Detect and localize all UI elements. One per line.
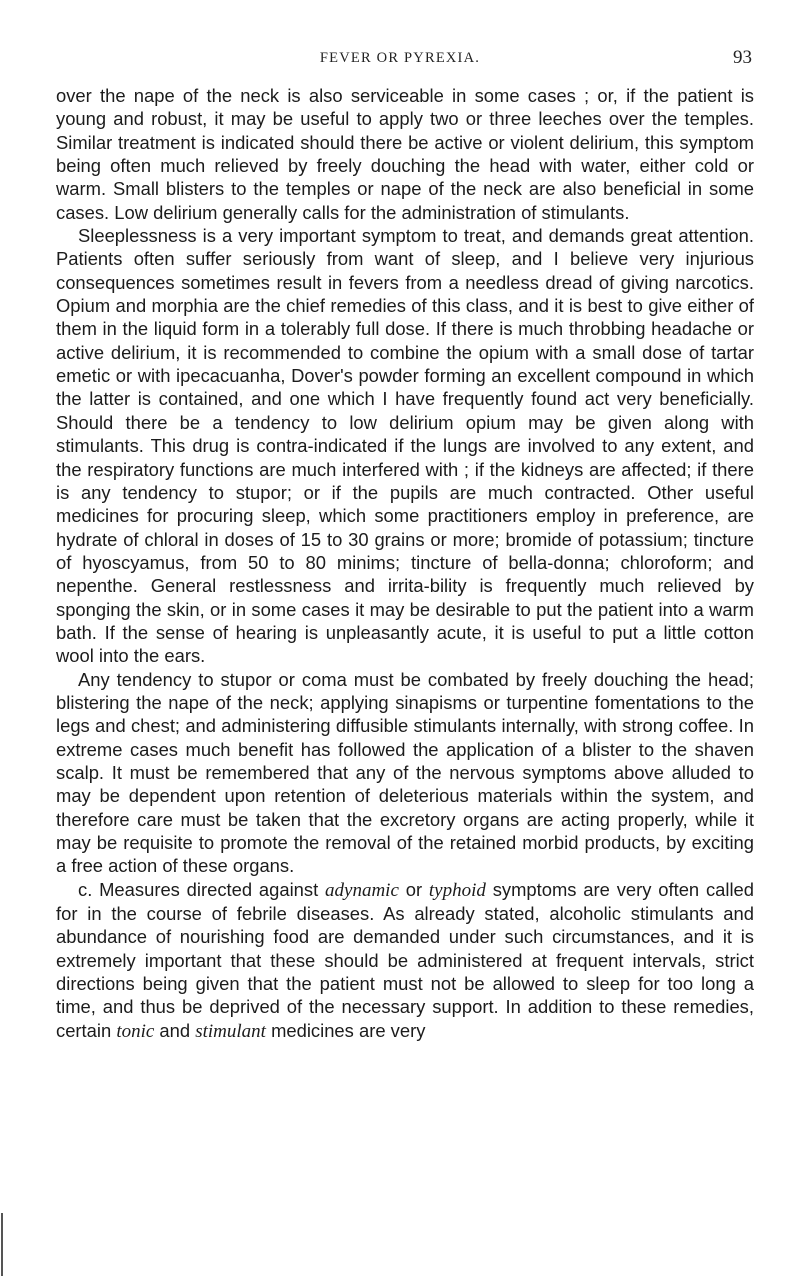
paragraph-continuation: over the nape of the neck is also serviceable in some cases ; or, if the patient is young and robust, it may be useful to apply two or three leeches over the temples. Similar treatment is indicated should there be active or violent delirium, this symptom being often much relieved by freely douching the head with water, either cold or warm. Small blisters to the temples or nape of the neck are also beneficial in some cases. Low delirium generally calls for the administration of stimulants. (56, 85, 754, 223)
italic-term-typhoid: typhoid (428, 879, 486, 901)
italic-term-adynamic: adynamic (325, 879, 399, 901)
paragraph-stupor-coma: Any tendency to stupor or coma must be combated by freely douching the head; blistering the nape of the neck; applying sinapisms or turpentine fomentations to the legs and chest; and administering diffusible stimulants internally, with strong coffee. In extreme cases much benefit has followed the application of a blister to the shaven scalp. It must be remembered that any of the nervous symptoms above alluded to may be dependent upon retention of deleterious materials within the system, and therefore care must be taken that the excretory organs are acting properly, while it may be requisite to promote the removal of the retained morbid products, by exciting a free action of these organs. (56, 668, 754, 877)
running-head-title: FEVER OR PYREXIA. (319, 50, 481, 66)
text-run: c. Measures directed against (78, 878, 326, 900)
italic-term-tonic: tonic (116, 1020, 155, 1042)
scan-edge-mark (1, 1213, 3, 1276)
body-text (56, 84, 754, 1043)
text-run: symptoms are very often called for in the course of febrile diseases. As already stated, alcoholic stimulants and abundance of nourishing food are demanded under such circumstances, and it is extremely important that these should be administered at frequent intervals, strict directions being given that the patient must not be allowed to sleep for too long a time, and thus be deprived of the necessary support. In addition to these remedies, certain (56, 878, 755, 1041)
text-run: and (154, 1019, 196, 1041)
text-run: medicines are very (265, 1019, 426, 1041)
paragraph-adynamic-measures (56, 878, 754, 1043)
text-run: or (398, 878, 429, 900)
page-number: 93 (733, 47, 752, 68)
italic-term-stimulant: stimulant (195, 1020, 266, 1042)
paragraph-sleeplessness: Sleeplessness is a very important symptom to treat, and demands great attention. Patients often suffer seriously from want of sleep, and I believe very injurious consequences sometimes result in fevers from a needless dread of giving narcotics. Opium and morphia are the chief remedies of this class, and it is best to give either of them in the liquid form in a tolerably full dose. If there is much throbbing headache or active delirium, it is recommended to combine the opium with a small dose of tartar emetic or with ipecacuanha, Dover's powder forming an excellent compound in which the latter is contained, and one which I have frequently found act very beneficially. Should there be a tendency to low delirium opium may be given along with stimulants. This drug is contra-indicated if the lungs are involved to any extent, and the respiratory functions are much interfered with ; if the kidneys are affected; if there is any tendency to stupor; or if the pupils are much contracted. Other useful medicines for procuring sleep, which some practitioners employ in preference, are hydrate of chloral in doses of 15 to 30 grains or more; bromide of potassium; tincture of hyoscyamus, from 50 to 80 minims; tincture of bella-donna; chloroform; and nepenthe. General restlessness and irrita-bility is frequently much relieved by sponging the skin, or in some cases it may be desirable to put the patient into a warm bath. If the sense of hearing is unpleasantly acute, it is useful to put a little cotton wool into the ears. (56, 225, 754, 667)
running-head (0, 47, 800, 70)
